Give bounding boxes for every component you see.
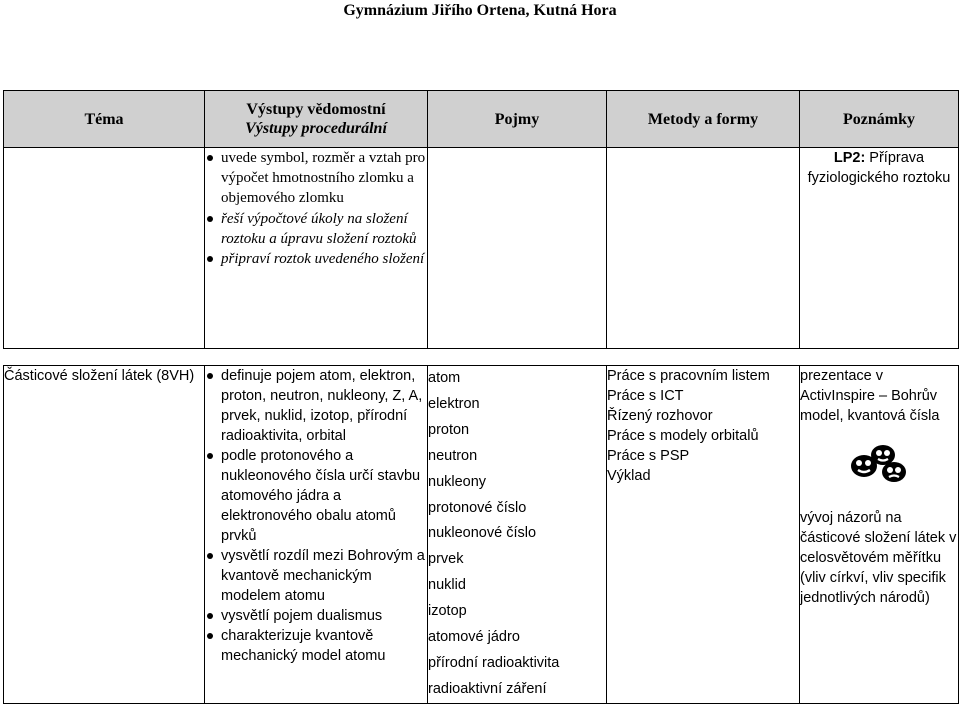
- header-vystupy-proceduralni: Výstupy procedurální: [245, 120, 387, 137]
- cell-methods: [607, 366, 800, 704]
- term-item: atom: [428, 370, 461, 386]
- header-pojmy: Pojmy: [428, 91, 607, 148]
- cell-methods-empty: [607, 148, 800, 349]
- cell-note: [800, 366, 959, 704]
- term-item: přírodní radioaktivita: [428, 654, 560, 671]
- term-item: prvek: [428, 551, 464, 568]
- method-item: Práce s ICT: [607, 388, 684, 404]
- header-vystupy-vedomostni: Výstupy vědomostní: [246, 101, 386, 118]
- term-item: elektron: [428, 395, 480, 412]
- term-item: izotop: [428, 603, 467, 620]
- bullet-icon: [207, 256, 213, 262]
- term-item: atomové jádro: [428, 629, 520, 646]
- outcome-item: připraví roztok uvedeného složení: [221, 249, 427, 269]
- bullet-icon: [207, 633, 213, 639]
- bullet-icon: [207, 155, 213, 161]
- header-tema: Téma: [4, 91, 205, 148]
- term-item: nukleonové číslo: [428, 525, 537, 542]
- cell-outcomes: [205, 148, 428, 349]
- term-item: radioaktivní záření: [428, 680, 547, 697]
- cell-terms: [428, 366, 607, 704]
- cell-terms-empty: [428, 148, 607, 349]
- header-vystupy: [205, 91, 428, 148]
- outcome-item: definuje pojem atom, elektron, proton, neutron, nukleony, Z, A, prvek, nuklid, izotop, přírodní radioaktivita, orbital: [221, 366, 427, 446]
- group-discussion-icon: [849, 444, 909, 484]
- lp-label: LP2:: [833, 150, 866, 166]
- cell-tema-empty: [4, 148, 205, 349]
- bullet-icon: [207, 553, 213, 559]
- bullet-icon: [207, 373, 213, 379]
- outcome-item: podle protonového a nukleonového čísla určí stavbu atomového jádra a elektronového obalu atomů prvků: [221, 446, 427, 546]
- header-metody: Metody a formy: [607, 91, 800, 148]
- note-presentation: prezentace v ActivInspire – Bohrův model, kvantová čísla: [800, 368, 940, 424]
- bullet-icon: [207, 216, 213, 222]
- lp-text: Příprava fyziologického roztoku: [807, 150, 951, 186]
- method-item: Práce s pracovním listem: [607, 368, 770, 384]
- outcome-item: vysvětlí pojem dualismus: [221, 606, 427, 626]
- term-item: nukleony: [428, 473, 487, 490]
- term-item: proton: [428, 421, 470, 438]
- table-header-row: [4, 91, 959, 148]
- outcome-item: uvede symbol, rozměr a vztah pro výpočet hmotnostního zlomku a objemového zlomku: [221, 148, 427, 209]
- header-poznamky: Poznámky: [800, 91, 959, 148]
- note-history: vývoj názorů na částicové složení látek v celosvětovém měřítku (vliv církví, vliv specifik jednotlivých národů): [800, 510, 957, 606]
- method-item: Výklad: [607, 468, 651, 484]
- outcome-item: řeší výpočtové úkoly na složení roztoku a úpravu složení roztoků: [221, 209, 427, 249]
- method-item: Práce s PSP: [607, 448, 690, 464]
- curriculum-table: [3, 90, 959, 704]
- table-row: [4, 366, 959, 704]
- term-item: protonové číslo: [428, 499, 527, 516]
- cell-outcomes: [205, 366, 428, 704]
- outcome-item: charakterizuje kvantově mechanický model atomu: [221, 626, 427, 666]
- method-item: Řízený rozhovor: [607, 408, 713, 424]
- bullet-icon: [207, 613, 213, 619]
- outcome-item: vysvětlí rozdíl mezi Bohrovým a kvantově mechanickým modelem atomu: [221, 546, 427, 606]
- cell-tema: Částicové složení látek (8VH): [4, 366, 205, 704]
- school-title: Gymnázium Jiřího Ortena, Kutná Hora: [343, 2, 617, 19]
- term-item: neutron: [428, 447, 478, 464]
- method-item: Práce s modely orbitalů: [607, 428, 759, 444]
- bullet-icon: [207, 453, 213, 459]
- table-row: [4, 148, 959, 349]
- cell-note: [800, 148, 959, 349]
- term-item: nuklid: [428, 577, 466, 594]
- row-spacer: [4, 349, 959, 366]
